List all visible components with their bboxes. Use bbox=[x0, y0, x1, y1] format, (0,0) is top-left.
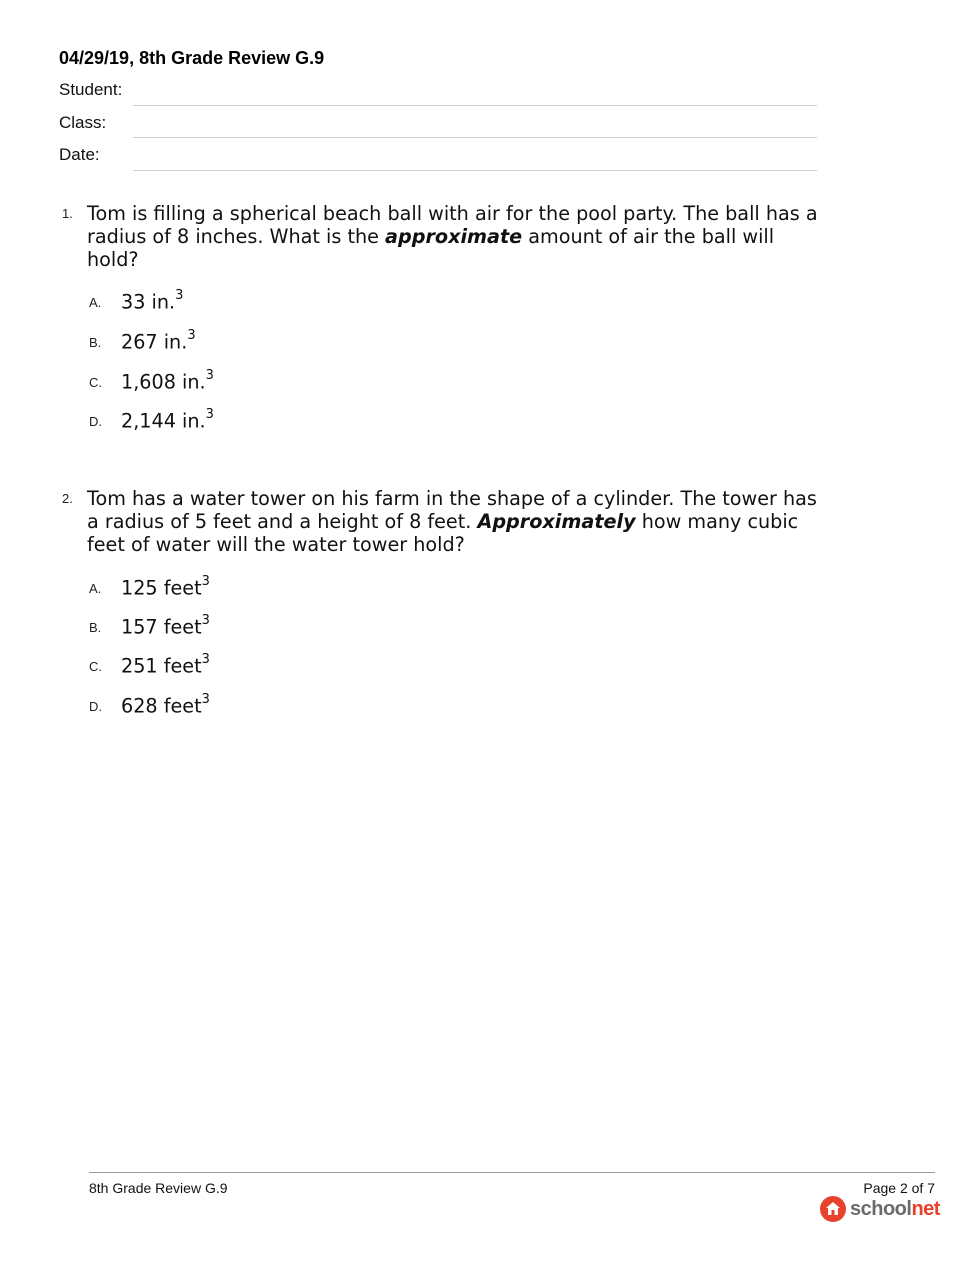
q2-option-a[interactable]: 125 feet$^3$ bbox=[121, 574, 210, 600]
q1-option-a[interactable]: 33 in.$^3$ bbox=[121, 288, 184, 314]
student-line bbox=[133, 105, 817, 106]
q2-option-b-letter: B. bbox=[89, 620, 102, 635]
q1-option-a-letter: A. bbox=[89, 295, 102, 310]
question-2-emphasis: Approximately bbox=[477, 510, 636, 533]
footer-divider bbox=[89, 1172, 935, 1173]
page-title: 04/29/19, 8th Grade Review G.9 bbox=[59, 48, 325, 68]
page-number: Page 2 of 7 bbox=[863, 1180, 935, 1196]
question-1-text: Tom is filling a spherical beach ball with air for the pool party. The ball has a radius of 8 inches. What is the approximate amount of air the ball will hold? bbox=[87, 202, 818, 271]
q2-option-d-letter: D. bbox=[89, 699, 102, 714]
house-icon bbox=[820, 1196, 846, 1222]
q2-option-c[interactable]: 251 feet$^3$ bbox=[121, 652, 210, 678]
q1-option-c-letter: C. bbox=[89, 375, 102, 390]
question-1-emphasis: approximate bbox=[385, 225, 523, 248]
logo-wordmark: schoolnet bbox=[850, 1197, 940, 1220]
q2-option-a-letter: A. bbox=[89, 581, 102, 596]
q2-option-c-letter: C. bbox=[89, 659, 102, 674]
q2-option-d[interactable]: 628 feet$^3$ bbox=[121, 692, 210, 718]
q1-option-b-letter: B. bbox=[89, 335, 102, 350]
question-1-number: 1. bbox=[62, 206, 73, 221]
question-2-number: 2. bbox=[62, 491, 73, 506]
q2-option-b[interactable]: 157 feet$^3$ bbox=[121, 613, 210, 639]
q1-option-d-letter: D. bbox=[89, 414, 102, 429]
schoolnet-logo bbox=[820, 1195, 940, 1223]
footer-title: 8th Grade Review G.9 bbox=[89, 1180, 228, 1196]
class-label: Class: bbox=[59, 113, 107, 132]
student-label: Student: bbox=[59, 80, 123, 99]
q1-option-b[interactable]: 267 in.$^3$ bbox=[121, 328, 196, 354]
date-label: Date: bbox=[59, 145, 100, 164]
class-line bbox=[133, 137, 817, 138]
q1-option-d[interactable]: 2,144 in.$^3$ bbox=[121, 407, 214, 433]
date-line bbox=[133, 170, 817, 171]
q1-option-c[interactable]: 1,608 in.$^3$ bbox=[121, 368, 214, 394]
question-2-text: Tom has a water tower on his farm in the shape of a cylinder. The tower has a radius of 5 feet and a height of 8 feet. Approximately how many cubic feet of water will the water tower hold? bbox=[87, 487, 817, 556]
